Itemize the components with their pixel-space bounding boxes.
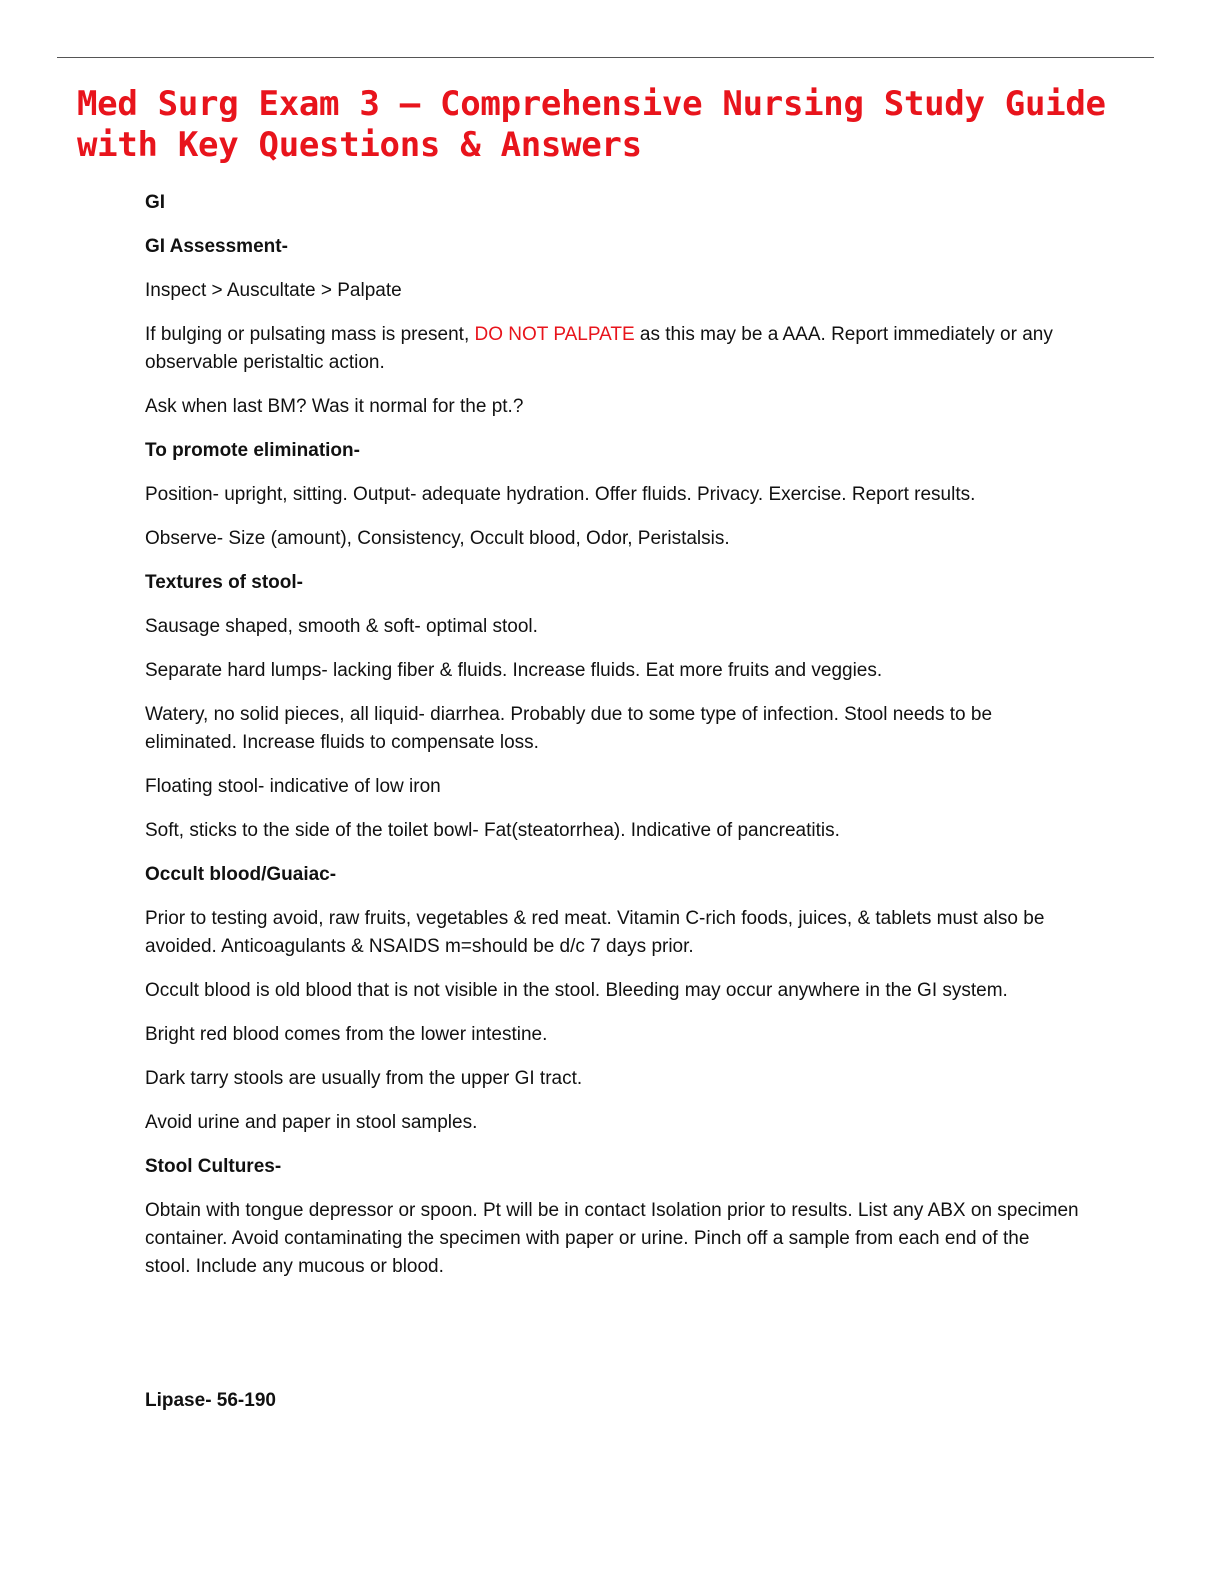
heading-gi-assessment: GI Assessment- <box>145 236 288 257</box>
occult-item: Bright red blood comes from the lower intestine. <box>145 1024 548 1045</box>
assessment-order: Inspect > Auscultate > Palpate <box>145 280 402 301</box>
document-body <box>145 189 1080 1297</box>
section-heading-gi: GI <box>145 192 166 213</box>
elimination-position: Position- upright, sitting. Output- adequate hydration. Offer fluids. Privacy. Exercise. Report results. <box>145 484 976 505</box>
texture-item: Separate hard lumps- lacking fiber & fluids. Increase fluids. Eat more fruits and veggies. <box>145 660 883 681</box>
occult-item: Dark tarry stools are usually from the upper GI tract. <box>145 1068 583 1089</box>
occult-item: Avoid urine and paper in stool samples. <box>145 1112 478 1133</box>
warning-text-before: If bulging or pulsating mass is present, <box>145 324 475 345</box>
warning-text-after: as this may be a AAA. Report immediately or any observable peristaltic action. <box>145 324 1053 373</box>
occult-item: Occult blood is old blood that is not visible in the stool. Bleeding may occur anywhere in the GI system. <box>145 980 1008 1001</box>
palpation-warning <box>145 321 1080 377</box>
texture-item: Floating stool- indicative of low iron <box>145 776 441 797</box>
heading-stool-textures: Textures of stool- <box>145 572 303 593</box>
texture-item: Soft, sticks to the side of the toilet bowl- Fat(steatorrhea). Indicative of pancreatitis. <box>145 820 840 841</box>
texture-item: Watery, no solid pieces, all liquid- diarrhea. Probably due to some type of infection. Stool needs to be eliminated. Increase fluids to compensate loss. <box>145 704 993 753</box>
texture-item: Sausage shaped, smooth & soft- optimal stool. <box>145 616 538 637</box>
elimination-observe: Observe- Size (amount), Consistency, Occult blood, Odor, Peristalsis. <box>145 528 730 549</box>
header-rule <box>57 57 1154 58</box>
heading-promote-elimination: To promote elimination- <box>145 440 360 461</box>
heading-stool-cultures: Stool Cultures- <box>145 1156 282 1177</box>
lipase-range: Lipase- 56-190 <box>145 1390 276 1411</box>
occult-item: Prior to testing avoid, raw fruits, vegetables & red meat. Vitamin C-rich foods, juices, & tablets must also be avoided. Anticoagulants & NSAIDS m=should be d/c 7 days prior. <box>145 908 1045 957</box>
document-title: Med Surg Exam 3 – Comprehensive Nursing Study Guide with Key Questions & Answers <box>77 84 1106 165</box>
do-not-palpate-highlight: DO NOT PALPATE <box>474 324 635 345</box>
heading-occult-blood: Occult blood/Guaiac- <box>145 864 337 885</box>
stool-cultures-text: Obtain with tongue depressor or spoon. Pt will be in contact Isolation prior to results. List any ABX on specimen container. Avoid contaminating the specimen with paper or urine. Pinch off a sample from each end of the stool. Include any mucous or blood. <box>145 1200 1079 1277</box>
last-bm-question: Ask when last BM? Was it normal for the pt.? <box>145 396 524 417</box>
